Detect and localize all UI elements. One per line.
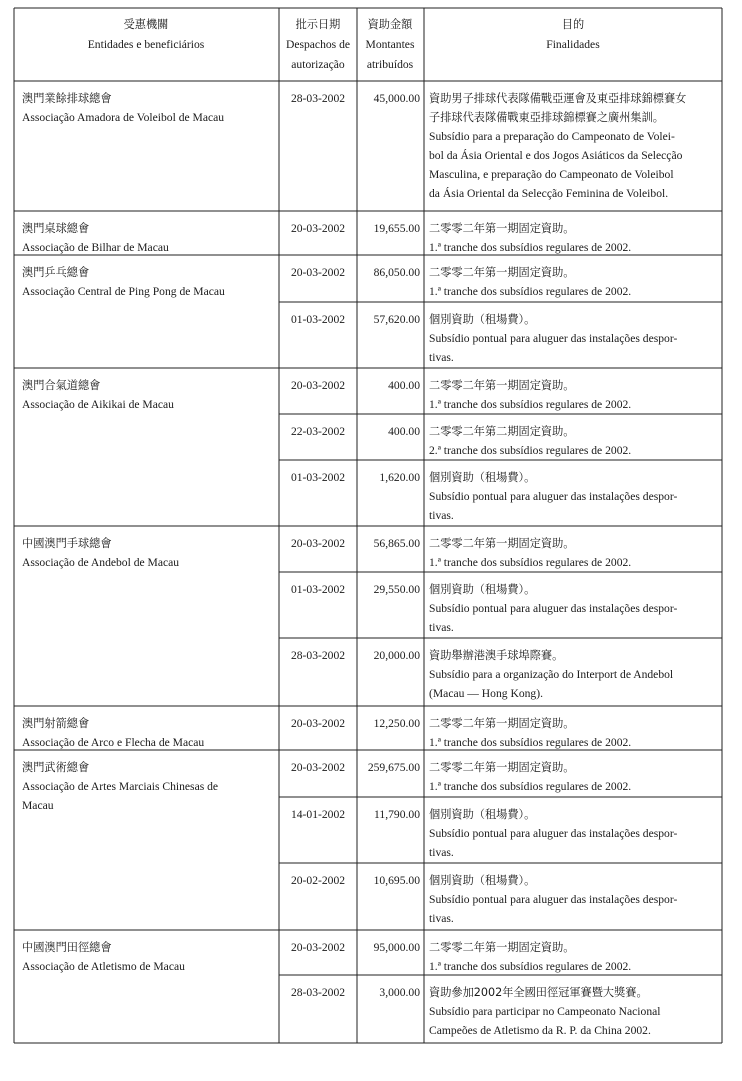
table-row [291,940,631,973]
table-row [291,424,631,457]
amount-value: 11,790.00 [374,808,420,821]
entity-name-zh: 澳門桌球總會 [22,222,90,235]
purpose-pt: 1.ª tranche dos subsídios regulares de 2002. [429,780,632,793]
entity-name-zh: 澳門乒乓總會 [22,266,90,279]
entity-group [22,940,722,1037]
purpose-pt: Subsídio pontual para aluguer das instalações despor- [429,602,678,615]
amount-value: 10,695.00 [373,874,420,887]
purpose-pt: Subsídio pontual para aluguer das instalações despor- [429,827,678,840]
purpose-pt: 1.ª tranche dos subsídios regulares de 2002. [429,285,632,298]
table-row [291,582,678,634]
purpose-pt: (Macau — Hong Kong). [429,687,543,700]
purpose-pt: tivas. [429,846,454,859]
purpose-pt: 1.ª tranche dos subsídios regulares de 2002. [429,736,632,749]
purpose-zh: 個別資助（租場費）。 [429,808,536,821]
table-row [291,648,673,700]
entity-group [14,536,722,706]
authorization-date: 20-03-2002 [290,941,346,954]
table-row [291,807,678,859]
entity-name-pt: Associação Amadora de Voleibol de Macau [22,111,225,124]
purpose-pt: tivas. [429,351,454,364]
purpose-pt: da Ásia Oriental da Selecção Feminina de Voleibol. [429,187,669,200]
entity-name-pt: Macau [22,799,54,812]
header-purpose-zh: 目的 [561,18,585,31]
header-date-zh: 批示日期 [295,18,341,31]
purpose-zh: 個別資助（租場費）。 [429,583,536,596]
purpose-pt: tivas. [429,621,454,634]
purpose-pt: Masculina, e preparação do Campeonato de Voleibol [429,168,674,181]
table-row [291,985,661,1037]
purpose-pt: 1.ª tranche dos subsídios regulares de 2002. [429,556,632,569]
table-header [88,17,600,71]
entity-group [14,760,722,930]
amount-value: 20,000.00 [373,649,420,662]
header-purpose-pt: Finalidades [546,38,600,51]
authorization-date: 01-03-2002 [290,471,346,484]
authorization-date: 28-03-2002 [290,92,346,105]
purpose-pt: Subsídio pontual para aluguer das instalações despor- [429,893,678,906]
table-row [291,221,631,254]
authorization-date: 20-03-2002 [290,266,346,279]
purpose-pt: Subsídio para participar no Campeonato Nacional [429,1005,661,1018]
table-row [291,378,631,411]
header-amount-zh: 資助金額 [367,18,413,31]
entity-group [14,265,722,368]
table-row [291,265,631,298]
entity-name-zh: 澳門武術總會 [22,761,90,774]
table-row [291,470,678,522]
header-entity-zh: 受惠機關 [123,18,169,31]
amount-value: 57,620.00 [373,313,420,326]
amount-value: 1,620.00 [379,471,420,484]
purpose-zh: 二零零二年第一期固定資助。 [429,537,575,550]
entity-name-pt: Associação de Andebol de Macau [22,556,180,569]
entity-name-zh: 中國澳門手球總會 [22,537,112,550]
purpose-pt: 1.ª tranche dos subsídios regulares de 2002. [429,398,632,411]
table-row [291,760,631,793]
purpose-pt: tivas. [429,912,454,925]
purpose-zh: 二零零二年第一期固定資助。 [429,761,575,774]
entity-name-pt: Associação de Bilhar de Macau [22,241,169,254]
entity-name-zh: 澳門業餘排球總會 [22,92,112,105]
entity-name-zh: 澳門射箭總會 [22,717,90,730]
authorization-date: 22-03-2002 [290,425,346,438]
header-date-pt-1: Despachos de [285,38,351,51]
table-body [14,91,722,1037]
purpose-zh: 個別資助（租場費）。 [429,471,536,484]
amount-value: 259,675.00 [367,761,420,774]
authorization-date: 28-03-2002 [290,986,346,999]
purpose-zh: 資助舉辦港澳手球埠際賽。 [429,649,564,662]
entity-name-pt: Associação de Atletismo de Macau [22,960,185,973]
table-row [291,536,631,569]
entity-name-pt: Associação de Artes Marciais Chinesas de [22,780,219,793]
header-date-pt-2: autorização [291,58,345,71]
purpose-pt: Subsídio para a preparação do Campeonato de Volei- [429,130,675,143]
entity-name-pt: Associação de Aikikai de Macau [22,398,174,411]
table-row [291,873,678,925]
entity-name-pt: Associação de Arco e Flecha de Macau [22,736,205,749]
authorization-date: 20-03-2002 [290,537,346,550]
authorization-date: 20-02-2002 [290,874,346,887]
authorization-date: 28-03-2002 [290,649,346,662]
purpose-zh: 資助參加2002年全國田徑冠軍賽暨大獎賽。 [429,986,648,999]
entity-group [14,378,722,526]
authorization-date: 20-03-2002 [290,222,346,235]
purpose-zh: 二零零二年第一期固定資助。 [429,717,575,730]
purpose-pt: Subsídio para a organização do Interport de Andebol [429,668,674,681]
header-amount-pt-2: atribuídos [366,58,414,71]
table-row [291,716,631,749]
header-entity-pt: Entidades e beneficiários [87,38,205,51]
authorization-date: 20-03-2002 [290,379,346,392]
authorization-date: 01-03-2002 [290,313,346,326]
authorization-date: 14-01-2002 [290,808,346,821]
purpose-zh: 二零零二年第二期固定資助。 [429,425,575,438]
purpose-zh: 二零零二年第一期固定資助。 [429,222,575,235]
purpose-zh: 個別資助（租場費）。 [429,313,536,326]
header-amount-pt-1: Montantes [365,38,415,51]
amount-value: 95,000.00 [373,941,420,954]
amount-value: 3,000.00 [379,986,420,999]
entity-group [14,91,722,211]
table-row [291,312,678,364]
amount-value: 86,050.00 [373,266,420,279]
purpose-zh: 個別資助（租場費）。 [429,874,536,887]
amount-value: 19,655.00 [373,222,420,235]
purpose-zh: 二零零二年第一期固定資助。 [429,941,575,954]
purpose-pt: 2.ª tranche dos subsídios regulares de 2002. [429,444,632,457]
amount-value: 400.00 [388,425,420,438]
entity-name-zh: 澳門合氣道總會 [22,379,101,392]
purpose-zh: 二零零二年第一期固定資助。 [429,379,575,392]
purpose-pt: 1.ª tranche dos subsídios regulares de 2002. [429,241,632,254]
purpose-pt: bol da Ásia Oriental e dos Jogos Asiáticos da Selecção [429,149,683,162]
entity-group [14,221,722,255]
purpose-pt: Campeões de Atletismo da R. P. da China 2002. [429,1024,651,1037]
entity-group [14,716,722,750]
amount-value: 45,000.00 [373,92,420,105]
amount-value: 400.00 [388,379,420,392]
authorization-date: 20-03-2002 [290,717,346,730]
amount-value: 29,550.00 [373,583,420,596]
authorization-date: 01-03-2002 [290,583,346,596]
purpose-zh: 資助男子排球代表隊備戰亞運會及東亞排球錦標賽女 [429,92,687,105]
entity-name-pt: Associação Central de Ping Pong de Macau [22,285,225,298]
table-row [291,91,686,200]
purpose-pt: 1.ª tranche dos subsídios regulares de 2002. [429,960,632,973]
amount-value: 56,865.00 [373,537,420,550]
purpose-pt: tivas. [429,509,454,522]
authorization-date: 20-03-2002 [290,761,346,774]
purpose-pt: Subsídio pontual para aluguer das instalações despor- [429,332,678,345]
amount-value: 12,250.00 [373,717,420,730]
entity-name-zh: 中國澳門田徑總會 [22,941,112,954]
purpose-zh: 子排球代表隊備戰東亞排球錦標賽之廣州集訓。 [429,111,664,124]
purpose-pt: Subsídio pontual para aluguer das instalações despor- [429,490,678,503]
purpose-zh: 二零零二年第一期固定資助。 [429,266,575,279]
